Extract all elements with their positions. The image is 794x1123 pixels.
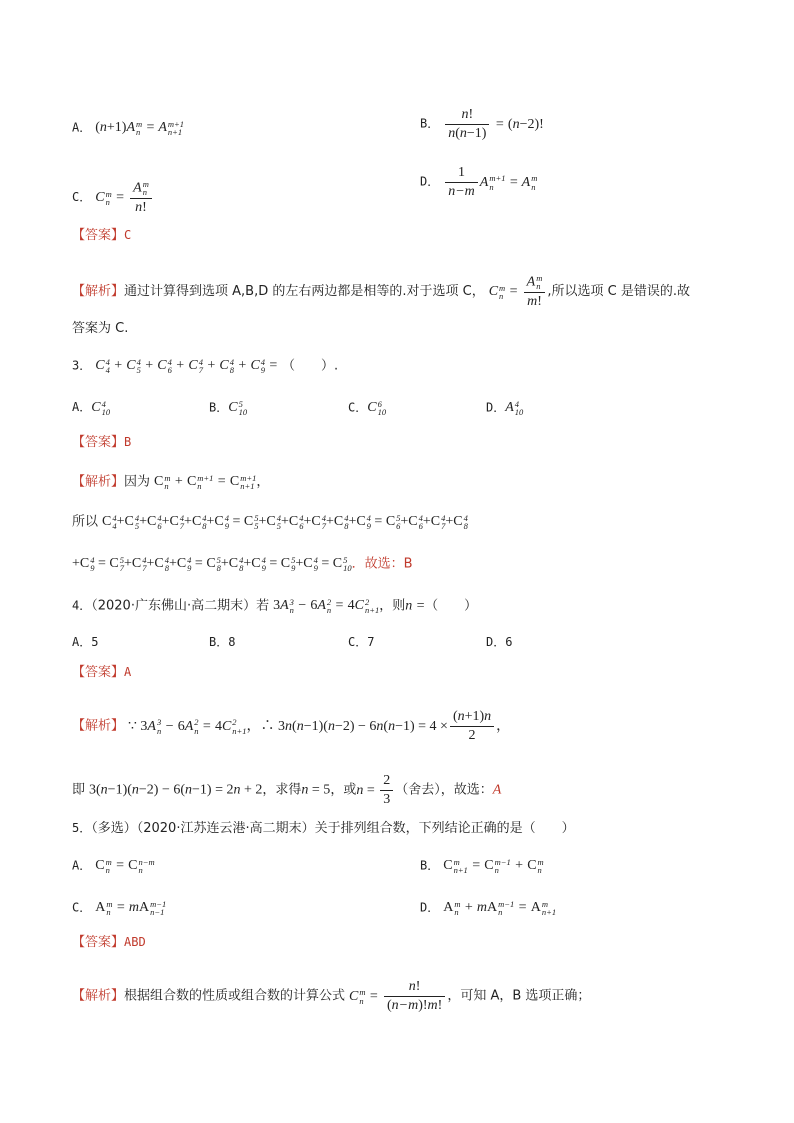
math: A m n + mA m−1 n = A m n+1 [443, 899, 557, 918]
q5-option-b: B． C m n+1 = C m−1 n + C m n [420, 857, 544, 876]
math: A m n = mA m−1 n−1 [95, 899, 167, 918]
q3-answer: 【答案】B [72, 435, 132, 450]
math: C m n + C m+1 n = C m+1 n+1 [154, 473, 257, 492]
q2-option-c: C． C m n = A m n n! D． $\frac{1}{n-m}$ A m+1 n = A m n [72, 165, 538, 216]
math: C m n = A m n n! [95, 190, 154, 205]
q2-answer: 【答案】C [72, 228, 132, 243]
math: C 4 4 + C 4 5 + C 4 6 + C 4 7 + C 4 8 + C 4 9 = [95, 357, 278, 376]
q4-question: 4．（2020·广东佛山·高二期末）若 3A 3 n − 6A 2 n = 4C 2 n+1 ，则n =（ ） [72, 597, 478, 616]
math: (n+1)A m n = A m+1 n+1 [95, 119, 185, 138]
q4-option-a: A．5 [72, 635, 99, 649]
q4-option-c: C．7 [348, 635, 375, 649]
q5-analysis: 【解析】根据组合数的性质或组合数的计算公式 C m n = $\frac{n!}{(n-m)!m!}$ ，可知 A，B 选项正确； [72, 979, 591, 1013]
q3-question: 3． C 4 4 + C 4 5 + C 4 6 + C 4 7 + C 4 8 + C 4 9 = （ ）. [72, 357, 339, 376]
q5-option-a: A． C m n = C n−m n B． C m n+1 = C m−1 n + C m n [72, 857, 544, 876]
q4-option-d: D．6 [486, 635, 513, 649]
q3-option-a: A．C 4 10 [72, 399, 111, 418]
math: C m n = A m n m! [489, 284, 548, 299]
q2-option-b: B． $\frac{n!}{n(n-1)}$ = (n−2)! [420, 107, 544, 141]
q3-option-c: C．C 6 10 [348, 399, 387, 418]
math: C m n = $\frac{n!}{(n-m)!m!}$ [349, 989, 447, 1004]
q5-option-c: C． A m n = mA m−1 n−1 D． A m n + mA m−1 n = A m n+1 [72, 899, 557, 918]
q4-analysis-line2: 即 3(n−1)(n−2) − 6(n−1) = 2n + 2，求得n = 5，或n = $\frac{2}{3}$ （舍去），故选：A [72, 773, 502, 807]
q3-option-b: B．C 5 10 [209, 399, 248, 418]
q3-analysis: 【解析】因为 C m n + C m+1 n = C m+1 n+1 ， [72, 473, 270, 492]
q4-answer: 【答案】A [72, 665, 132, 680]
math: 3A 3 n − 6A 2 n = 4C 2 n+1 [273, 597, 380, 616]
q3-analysis-line2: 所以 C 4 4 +C 4 5 +C 4 6 +C 4 7 +C 4 8 +C 4 9 = C 5 5 +C 4 5 +C 4 6 +C 4 7 +C 4 8 +C 4 9 = C 5 6 +C 4 6 +C 4 7 +C 4 8 [72, 513, 468, 532]
q2-analysis-cont: 答案为 C. [72, 321, 129, 336]
math: +C 4 9 = C 5 7 +C 4 7 +C 4 8 +C 4 9 = C 5 8 +C 4 8 +C 4 9 = C 5 9 +C 4 9 = C 5 10 [72, 555, 352, 574]
q2-option-d: D． $\frac{1}{n-m}$ A m+1 n = A m n [420, 165, 538, 199]
q3-option-d: D．A 4 10 [486, 399, 524, 418]
q3-options [72, 400, 722, 416]
math: 3(n−1)(n−2) − 6(n−1) = 2n + 2 [89, 782, 263, 798]
q5-question: 5．（多选）（2020·江苏连云港·高二期末）关于排列组合数，下列结论正确的是（ ） [72, 821, 575, 836]
q4-analysis: 【解析】 ∵ 3A 3 n − 6A 2 n = 4C 2 n+1 ，∴ 3n(n−1)(n−2) − 6n(n−1) = 4 × $\frac{(n+1)n}{2}$ ， [72, 709, 511, 743]
q4-option-b: B．8 [209, 635, 236, 649]
math: ∵ 3A 3 n − 6A 2 n = 4C 2 n+1 ，∴ 3n(n−1)(n−2) − 6n(n−1) = 4 × $\frac{(n+1)n}{2}$ ， [128, 709, 511, 743]
math: C 4 4 +C 4 5 +C 4 6 +C 4 7 +C 4 8 +C 4 9 = C 5 5 +C 4 5 +C 4 6 +C 4 7 +C 4 8 +C 4 9 = C 5 6 +C 4 6 +C 4 7 +C 4 8 [102, 513, 468, 532]
q5-option-d: D． A m n + mA m−1 n = A m n+1 [420, 899, 557, 918]
q5-answer: 【答案】ABD [72, 935, 146, 950]
math: $\frac{1}{n-m}$ A m+1 n = A m n [443, 175, 537, 190]
math: $\frac{n!}{n(n-1)}$ = (n−2)! [443, 117, 544, 132]
q2-option-a: A． (n+1)A m n = A m+1 n+1 B． $\frac{n!}{n(n-1)}$ = (n−2)! [72, 107, 544, 141]
math: C m n = C n−m n [95, 857, 155, 876]
q4-options [72, 636, 722, 648]
math: C m n+1 = C m−1 n + C m n [443, 857, 544, 876]
q2-analysis: 【解析】通过计算得到选项 A,B,D 的左右两边都是相等的.对于选项 C， C m n = A m n m! ,所以选项 C 是错误的.故 [72, 273, 690, 310]
q3-analysis-line3: +C 4 9 = C 5 7 +C 4 7 +C 4 8 +C 4 9 = C 5 8 +C 4 8 +C 4 9 = C 5 9 +C 4 9 = C 5 10 ．故选：B [72, 555, 413, 574]
